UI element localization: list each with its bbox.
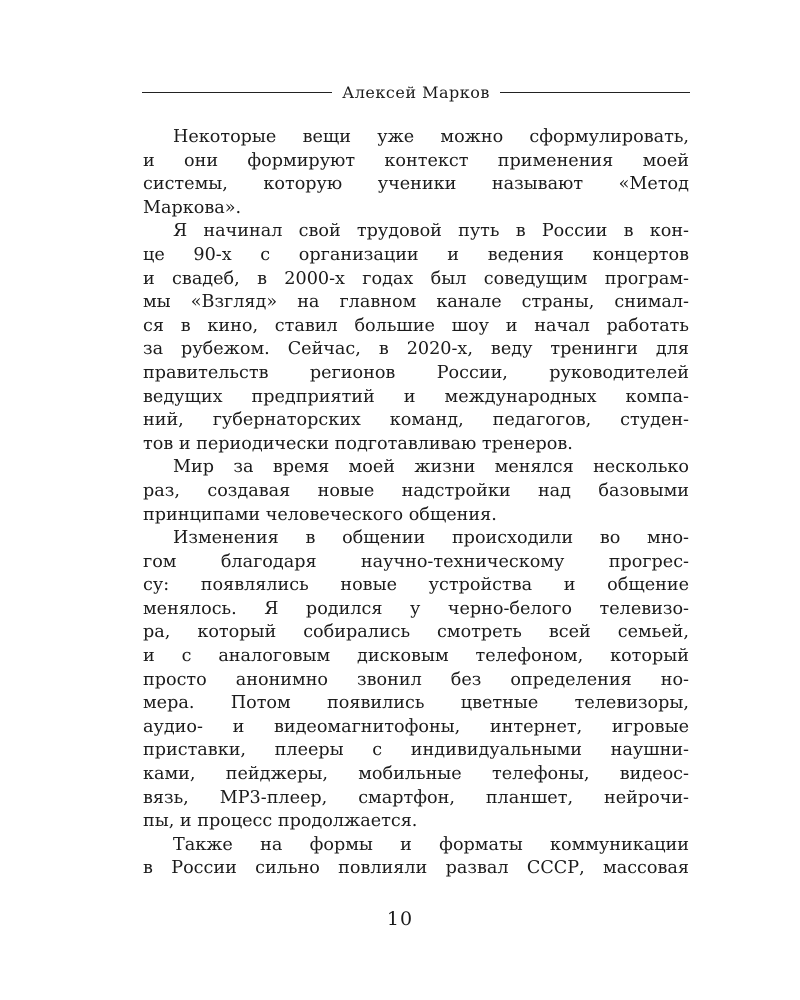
text-line: принципами человеческого общения. xyxy=(143,504,497,525)
body-text xyxy=(143,126,689,881)
text-line: Мир за время моей жизни менялся несколько xyxy=(173,457,689,478)
text-line: ра, который собирались смотреть всей семьей, xyxy=(143,622,689,643)
running-head-author: Алексей Марков xyxy=(342,82,490,102)
text-line: за рубежом. Сейчас, в 2020-х, веду тренинги для xyxy=(143,339,689,360)
text-line: раз, создавая новые надстройки над базовыми xyxy=(143,480,689,501)
text-line: и они формируют контекст применения моей xyxy=(143,150,689,171)
text-line: Изменения в общении происходили во мно- xyxy=(173,528,689,549)
text-line: правительств регионов России, руководителей xyxy=(143,362,689,383)
text-line: ся в кино, ставил большие шоу и начал работать xyxy=(143,315,689,336)
text-line: гом благодаря научно-техническому прогрес- xyxy=(143,551,689,572)
text-line: аудио- и видеомагнитофоны, интернет, игровые xyxy=(143,716,689,737)
text-line: и свадеб, в 2000-х годах был соведущим програм- xyxy=(143,268,689,289)
text-line: приставки, плееры с индивидуальными наушни- xyxy=(143,740,689,761)
text-line: просто анонимно звонил без определения но- xyxy=(143,669,689,690)
header-rule-right xyxy=(500,92,690,93)
text-line: и с аналоговым дисковым телефоном, который xyxy=(143,646,689,667)
text-line: ведущих предприятий и международных компа- xyxy=(143,386,689,407)
text-line: це 90-х с организации и ведения концертов xyxy=(143,244,689,265)
text-line: вязь, MP3-плеер, смартфон, планшет, нейрочи- xyxy=(143,787,689,808)
text-line: мера. Потом появились цветные телевизоры, xyxy=(143,693,689,714)
text-line: Также на формы и форматы коммуникации xyxy=(173,834,689,855)
running-head xyxy=(142,80,690,104)
text-line: ками, пейджеры, мобильные телефоны, видеос- xyxy=(143,764,689,785)
text-line: тов и периодически подготавливаю тренеров. xyxy=(143,433,573,454)
text-line: Некоторые вещи уже можно сформулировать, xyxy=(173,127,689,147)
text-line: в России сильно повлияли развал СССР, массовая xyxy=(143,858,689,879)
text-line: ний, губернаторских команд, педагогов, студен- xyxy=(143,410,689,431)
text-line: пы, и процесс продолжается. xyxy=(143,811,418,832)
page-number: 10 xyxy=(386,908,414,930)
text-line: менялось. Я родился у черно-белого телевизо- xyxy=(143,598,689,619)
text-line: Я начинал свой трудовой путь в России в кон- xyxy=(173,221,689,242)
header-rule-left xyxy=(142,92,332,93)
text-line: Маркова». xyxy=(143,197,242,218)
text-line: мы «Взгляд» на главном канале страны, снимал- xyxy=(143,292,689,313)
text-line: су: появлялись новые устройства и общение xyxy=(143,575,689,596)
text-line: системы, которую ученики называют «Метод xyxy=(143,174,689,195)
